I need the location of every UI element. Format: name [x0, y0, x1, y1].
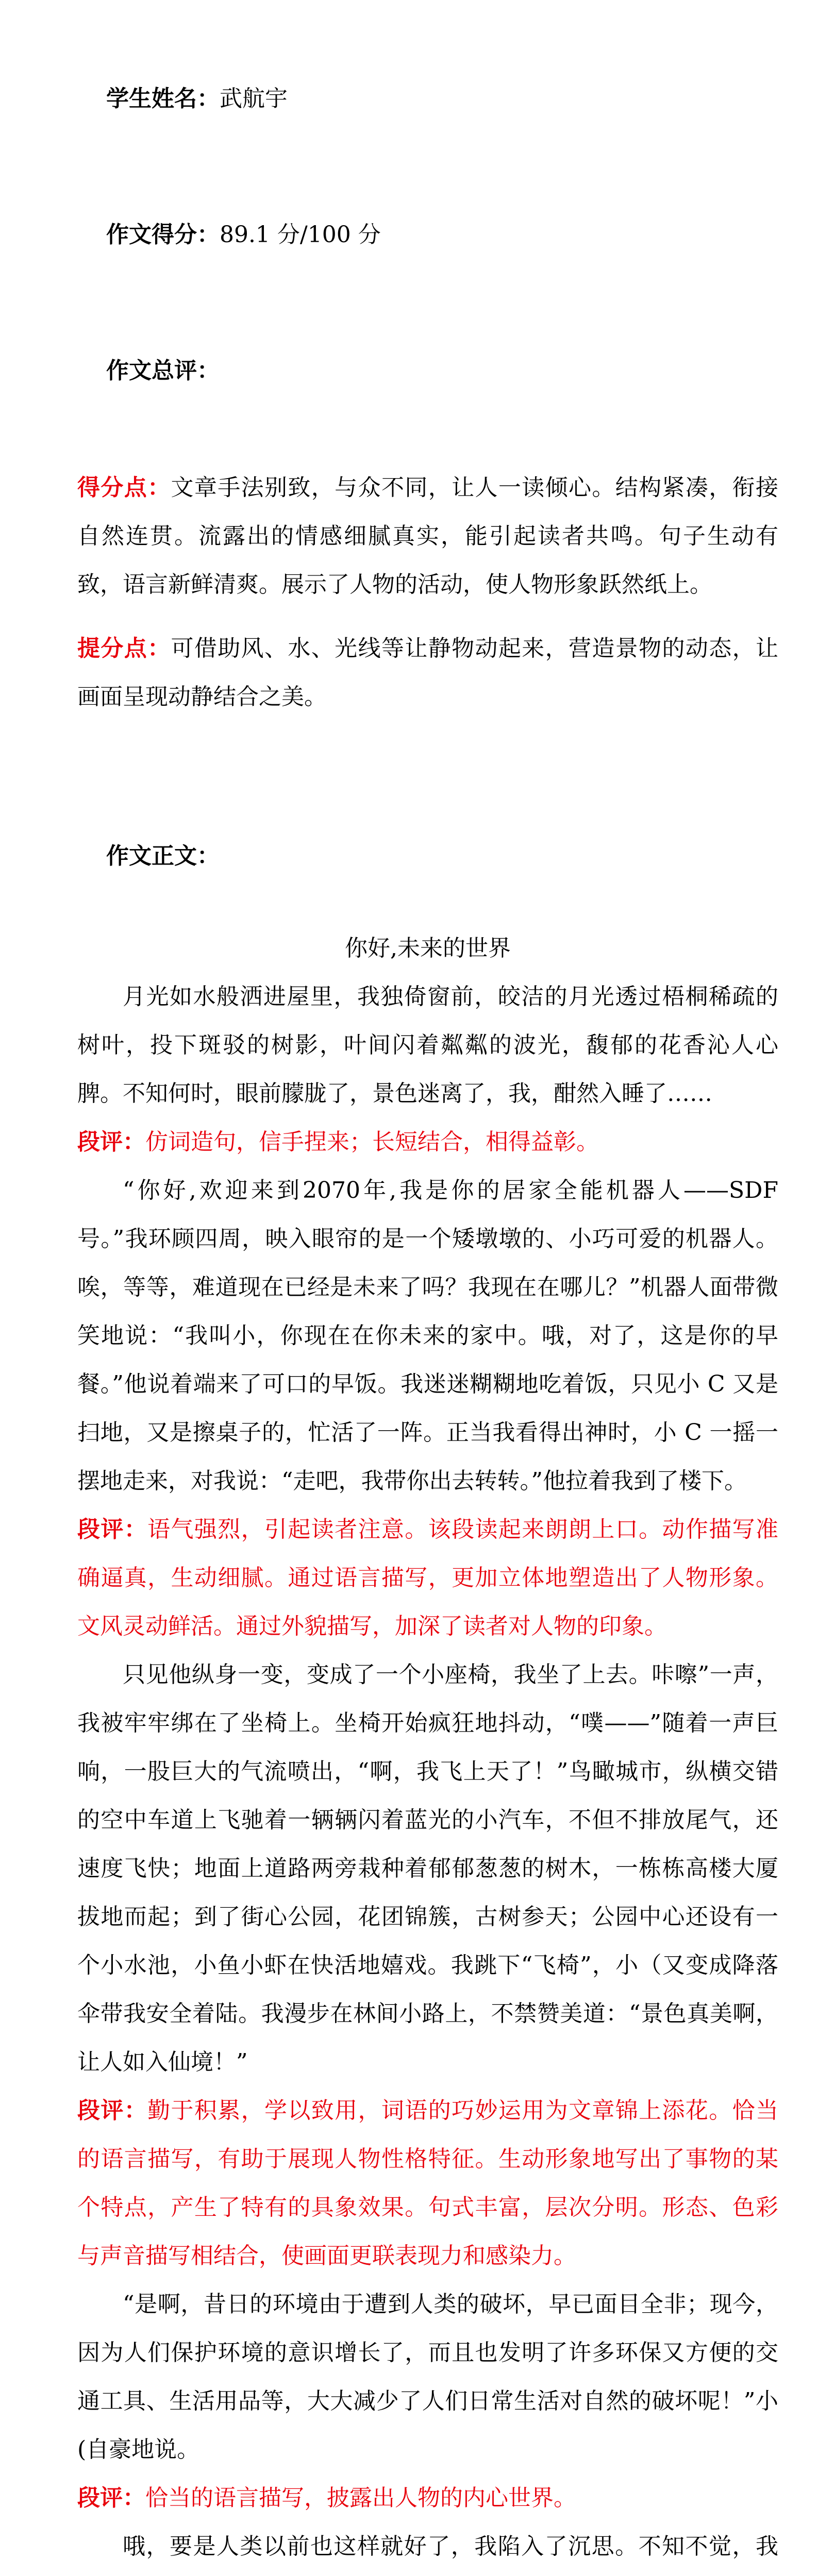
- strengths-text: 文章手法别致，与众不同，让人一读倾心。结构紧凑，衔接自然连贯。流露出的情感细腻真实，能引起读者共鸣。句子生动有致，语言新鲜清爽。展示了人物的活动，使人物形象跃然纸上。: [77, 474, 779, 598]
- essay-body-label: 作文正文：: [106, 843, 220, 869]
- comment-text: 语气强烈，引起读者注意。该段读起来朗朗上口。动作描写准确逼真，生动细腻。通过语言描写，更加立体地塑造出了人物形象。文风灵动鲜活。通过外貌描写，加深了读者对人物的印象。: [77, 1516, 779, 1639]
- score-row: [77, 167, 778, 303]
- paragraph-comment: [77, 2474, 778, 2522]
- improve-label: 提分点：: [77, 635, 171, 662]
- strengths-paragraph: [77, 464, 778, 609]
- paragraph-comment: [77, 1118, 778, 1166]
- paragraph-comment: [77, 2087, 778, 2280]
- comment-tag: 段评：: [77, 2097, 148, 2124]
- comment-text: 恰当的语言描写，披露出人物的内心世界。: [145, 2485, 576, 2511]
- review-heading-row: [77, 303, 778, 439]
- paragraph-comment: [77, 1505, 778, 1651]
- comment-tag: 段评：: [77, 1516, 148, 1543]
- improve-paragraph: [77, 624, 778, 721]
- comment-tag: 段评：: [77, 2485, 145, 2511]
- strengths-label: 得分点：: [77, 474, 171, 501]
- document-page: [77, 31, 778, 2576]
- comment-text: 仿词造句，信手捏来；长短结合，相得益彰。: [145, 1129, 599, 1155]
- essay-paragraph: “是啊，昔日的环境由于遭到人类的破坏，早已面目全非；现今，因为人们保护环境的意识增长了，而且也发明了许多环保又方便的交通工具、生活用品等，大大减少了人们日常生活对自然的破坏呢！”小(自豪地说。: [77, 2291, 778, 2463]
- essay-paragraph: 月光如水般洒进屋里，我独倚窗前，皎洁的月光透过梧桐稀疏的树叶，投下斑驳的树影，叶间闪着粼粼的波光，馥郁的花香沁人心脾。不知何时，眼前朦胧了，景色迷离了，我，酣然入睡了……: [77, 984, 778, 1107]
- essay-paragraph: “你好,欢迎来到2070年,我是你的居家全能机器人——SDF 号。”我环顾四周，映入眼帘的是一个矮墩墩的、小巧可爱的机器人。唉，等等，难道现在已经是未来了吗？我现在在哪儿？”机器人面带微笑地说：“我叫小，你现在在你未来的家中。哦，对了，这是你的早餐。”他说着端来了可口的早饭。我迷迷糊糊地吃着饭，只见小 C 又是扫地，又是擦桌子的，忙活了一阵。正当我看得出神时，小 C 一摇一摆地走来，对我说：“走吧，我带你出去转转。”他拉着我到了楼下。: [77, 1177, 778, 1494]
- essay-body-heading: [77, 788, 778, 924]
- student-name-label: 学生姓名：: [106, 86, 220, 112]
- improve-text: 可借助风、水、光线等让静物动起来，营造景物的动态，让画面呈现动静结合之美。: [77, 635, 779, 710]
- score-value: 89.1 分/100 分: [219, 222, 381, 248]
- section-spacer: [77, 721, 778, 788]
- student-name-row: [77, 31, 778, 167]
- essay-paragraph: 只见他纵身一变，变成了一个小座椅，我坐了上去。咔嚓”一声，我被牢牢绑在了坐椅上。坐椅开始疯狂地抖动，“噗——”随着一声巨响，一股巨大的气流喷出，“啊，我飞上天了！”鸟瞰城市，纵横交错的空中车道上飞驰着一辆辆闪着蓝光的小汽车，不但不排放尾气，还速度飞快；地面上道路两旁栽种着郁郁葱葱的树木，一栋栋高楼大厦拔地而起；到了街心公园，花团锦簇，古树参天；公园中心还设有一个小水池，小鱼小虾在快活地嬉戏。我跳下“飞椅”，小（又变成降落伞带我安全着陆。我漫步在林间小路上，不禁赞美道：“景色真美啊，让人如入仙境！”: [77, 1662, 778, 2075]
- review-label: 作文总评：: [106, 358, 220, 384]
- comment-text: 勤于积累，学以致用，词语的巧妙运用为文章锦上添花。恰当的语言描写，有助于展现人物性格特征。生动形象地写出了事物的某个特点，产生了特有的具象效果。句式丰富，层次分明。形态、色彩与声音描写相结合，使画面更联表现力和感染力。: [77, 2097, 779, 2269]
- essay-blocks: [77, 973, 778, 2576]
- essay-title: 你好,未来的世界: [345, 935, 511, 961]
- score-label: 作文得分：: [106, 222, 220, 248]
- essay-paragraph: 哦，要是人类以前也这样就好了，我陷入了沉思。不知不觉，我: [123, 2533, 778, 2560]
- student-name-value: 武航宇: [219, 86, 288, 112]
- comment-tag: 段评：: [77, 1129, 145, 1155]
